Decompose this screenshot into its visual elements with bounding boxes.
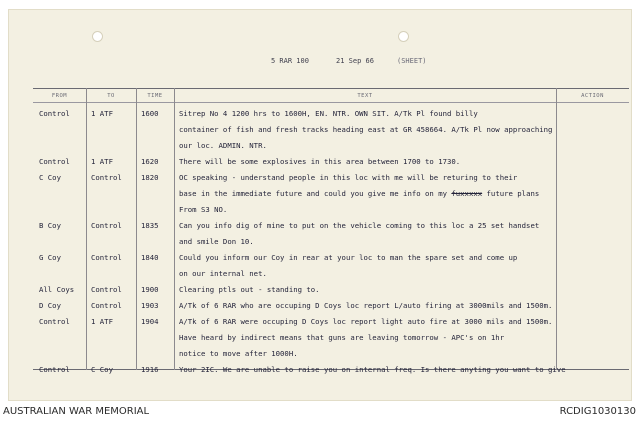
log-row	[33, 234, 629, 250]
to-cell: 1 ATF	[91, 109, 113, 118]
text-cell	[179, 157, 460, 166]
col-text: TEXT	[357, 93, 373, 99]
from-cell: Control	[39, 317, 70, 326]
to-cell: Control	[91, 173, 122, 182]
time-cell: 1620	[141, 157, 159, 166]
from-cell: B Coy	[39, 221, 61, 230]
text-cell	[179, 125, 552, 134]
col-time: TIME	[147, 93, 163, 99]
log-row	[33, 202, 629, 218]
text-part: Sitrep No 4 1200 hrs to 1600H, EN. NTR. OWN SIT. A/Tk Pl found billy	[179, 109, 478, 118]
time-cell: 1835	[141, 221, 159, 230]
log-row	[33, 138, 629, 154]
time-cell: 1840	[141, 253, 159, 262]
struck-text: fuxxxxx	[451, 189, 483, 198]
text-part: future plans	[482, 189, 540, 198]
col-action: ACTION	[581, 93, 604, 99]
document-sheet	[8, 9, 632, 401]
log-row	[33, 282, 629, 298]
to-cell: Control	[91, 253, 122, 262]
col-to: TO	[107, 93, 115, 99]
text-cell	[179, 253, 517, 262]
text-part: base in the immediate future and could you give me info on my	[179, 189, 452, 198]
log-row	[33, 314, 629, 330]
text-part: Could you inform our Coy in rear at your loc to man the spare set and come up	[179, 253, 518, 262]
text-cell	[179, 269, 267, 278]
from-cell: C Coy	[39, 173, 61, 182]
time-cell: 1916	[141, 365, 159, 374]
text-part: There will be some explosives in this area between 1700 to 1730.	[179, 157, 461, 166]
text-part: A/Tk of 6 RAR were occuping D Coys loc report light auto fire at 3000 mils and 1500m.	[179, 317, 553, 326]
text-part: our loc. ADMIN. NTR.	[179, 141, 267, 150]
time-cell: 1900	[141, 285, 159, 294]
log-row	[33, 362, 629, 378]
to-cell: Control	[91, 301, 122, 310]
text-part: Your 2IC. We are unable to raise you on internal freq. Is there anyting you want to give	[179, 365, 566, 374]
punch-hole-icon	[92, 31, 103, 42]
text-cell	[179, 285, 320, 294]
from-cell: Control	[39, 365, 70, 374]
log-row	[33, 154, 629, 170]
text-cell	[179, 173, 517, 182]
text-cell	[179, 317, 552, 326]
text-part: A/Tk of 6 RAR who are occuping D Coys loc report L/auto firing at 3000mils and 1500m.	[179, 301, 553, 310]
text-part: Can you info dig of mine to put on the vehicle coming to this loc a 25 set handset	[179, 221, 540, 230]
text-part: notice to move after 1000H.	[179, 349, 298, 358]
text-cell	[179, 333, 504, 342]
time-cell: 1903	[141, 301, 159, 310]
log-row	[33, 170, 629, 186]
log-row	[33, 122, 629, 138]
text-cell	[179, 365, 566, 374]
text-cell	[179, 141, 267, 150]
text-cell	[179, 189, 539, 198]
from-cell: All Coys	[39, 285, 75, 294]
text-part: Have heard by indirect means that guns are leaving tomorrow - APC's on 1hr	[179, 333, 505, 342]
log-row	[33, 186, 629, 202]
text-part: on our internal net.	[179, 269, 267, 278]
time-cell: 1904	[141, 317, 159, 326]
from-cell: Control	[39, 109, 70, 118]
text-part: and smile Don 10.	[179, 237, 254, 246]
col-from: FROM	[51, 93, 68, 99]
log-header	[9, 57, 631, 69]
text-cell	[179, 237, 254, 246]
header-ref: 5 RAR 100	[271, 57, 309, 65]
text-cell	[179, 205, 227, 214]
text-cell	[179, 109, 478, 118]
header-note: (SHEET)	[397, 57, 427, 65]
footer-source: AUSTRALIAN WAR MEMORIAL	[3, 406, 150, 417]
to-cell: C Coy	[91, 365, 113, 374]
log-row	[33, 330, 629, 346]
log-row	[33, 218, 629, 234]
text-cell	[179, 349, 298, 358]
to-cell: 1 ATF	[91, 317, 113, 326]
from-cell: Control	[39, 157, 70, 166]
text-cell	[179, 301, 552, 310]
log-row	[33, 250, 629, 266]
to-cell: 1 ATF	[91, 157, 113, 166]
text-cell	[179, 221, 539, 230]
log-row	[33, 266, 629, 282]
log-row	[33, 346, 629, 362]
to-cell: Control	[91, 285, 122, 294]
time-cell: 1820	[141, 173, 159, 182]
to-cell: Control	[91, 221, 122, 230]
text-part: container of fish and fresh tracks heading east at GR 458664. A/Tk Pl now approaching	[179, 125, 553, 134]
text-part: Clearing ptls out - standing to.	[179, 285, 320, 294]
log-table	[33, 88, 629, 374]
log-row	[33, 106, 629, 122]
from-cell: G Coy	[39, 253, 61, 262]
log-row	[33, 298, 629, 314]
text-part: From S3 NO.	[179, 205, 228, 214]
text-part: OC speaking - understand people in this loc with me will be returing to their	[179, 173, 518, 182]
punch-hole-icon	[398, 31, 409, 42]
header-date: 21 Sep 66	[336, 57, 374, 65]
time-cell: 1600	[141, 109, 159, 118]
footer-id: RCDIG1030130	[559, 406, 636, 417]
from-cell: D Coy	[39, 301, 61, 310]
